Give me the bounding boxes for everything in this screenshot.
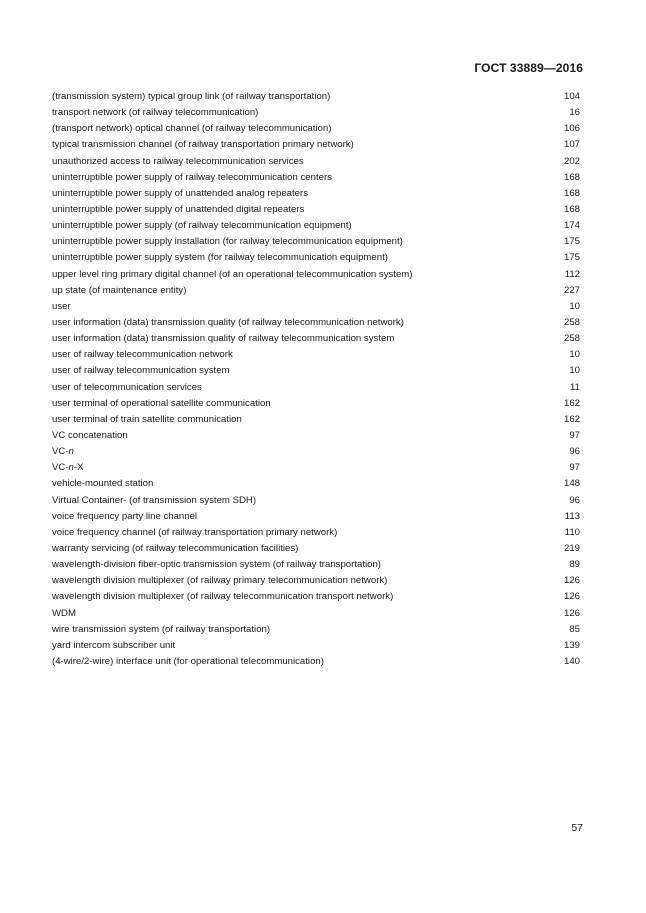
index-term: user of railway telecommunication system — [52, 365, 230, 377]
index-term-suffix: -X — [73, 462, 84, 474]
index-page-ref: 162 — [563, 413, 580, 425]
index-term: user of railway telecommunication network — [52, 349, 233, 361]
index-page-ref: 168 — [563, 203, 580, 215]
index-term-italic: n — [68, 446, 74, 458]
index-term: voice frequency channel (of railway transportation primary network) — [52, 526, 338, 538]
index-term-italic: n — [68, 462, 74, 474]
index-entry — [52, 654, 580, 670]
index-entry — [52, 493, 580, 509]
index-entry — [52, 622, 580, 638]
index-entry — [52, 509, 580, 525]
index-term: typical transmission channel (of railway transportation primary network) — [52, 139, 354, 151]
index-term: Virtual Container- (of transmission system SDH) — [52, 494, 257, 506]
index-page-ref: 10 — [569, 300, 580, 312]
index-page-ref: 219 — [563, 542, 580, 554]
index-page-ref: 148 — [563, 478, 580, 490]
index-term: unauthorized access to railway telecommunication services — [52, 155, 304, 167]
index-term: (transport network) optical channel (of railway telecommunication) — [52, 123, 332, 135]
index-page-ref: 112 — [564, 268, 580, 280]
index-term: user information (data) transmission quality (of railway telecommunication network) — [52, 316, 404, 328]
index-page-ref: 168 — [563, 187, 580, 199]
index-page-ref: 97 — [569, 462, 580, 474]
index-term — [52, 444, 74, 460]
index-page-ref: 175 — [563, 236, 580, 248]
index-entry — [52, 186, 580, 202]
index-entry — [52, 121, 580, 137]
index-page-ref: 227 — [563, 284, 580, 296]
index-term: (4-wire/2-wire) interface unit (for operational telecommunication) — [52, 655, 324, 667]
document-standard-header: ГОСТ 33889—2016 — [474, 61, 583, 75]
index-term — [52, 460, 83, 476]
index-entry — [52, 525, 580, 541]
index-term: wavelength division multiplexer (of railway primary telecommunication network) — [52, 575, 388, 587]
index-term: wavelength-division fiber-optic transmission system (of railway transportation) — [52, 559, 381, 571]
index-page-ref: 10 — [569, 365, 580, 377]
index-entry — [52, 137, 580, 153]
index-term: user terminal of train satellite communication — [52, 413, 242, 425]
index-term: WDM — [52, 607, 76, 619]
index-term: user information (data) transmission quality of railway telecommunication system — [52, 333, 395, 345]
index-entry — [52, 202, 580, 218]
index-page-ref: 89 — [569, 559, 580, 571]
index-term: uninterruptible power supply (of railway telecommunication equipment) — [52, 220, 352, 232]
index-page-ref: 202 — [563, 155, 580, 167]
page-number: 57 — [571, 822, 583, 834]
index-page-ref: 110 — [564, 526, 580, 538]
index-page-ref: 126 — [563, 607, 580, 619]
index-entry — [52, 460, 580, 476]
index-term: user — [52, 300, 71, 312]
index-term: uninterruptible power supply of railway telecommunication centers — [52, 171, 332, 183]
index-entry — [52, 428, 580, 444]
index-page-ref: 113 — [564, 510, 580, 522]
index-entry — [52, 589, 580, 605]
index-term: (transmission system) typical group link (of railway transportation) — [52, 91, 331, 102]
index-page-ref: 10 — [569, 349, 580, 361]
index-entry — [52, 315, 580, 331]
index-page-ref: 107 — [563, 139, 580, 151]
index-term: wire transmission system (of railway transportation) — [52, 623, 271, 635]
index-page-ref: 85 — [569, 623, 580, 635]
index-entry — [52, 541, 580, 557]
index-term: transport network (of railway telecommunication) — [52, 107, 259, 119]
index-entry — [52, 170, 580, 186]
index-term: yard intercom subscriber unit — [52, 639, 176, 651]
index-page-ref: 175 — [563, 252, 580, 264]
index-term: warranty servicing (of railway telecommunication facilities) — [52, 542, 299, 554]
index-term: uninterruptible power supply installation (for railway telecommunication equipment) — [52, 236, 403, 248]
index-entry — [52, 557, 580, 573]
index-page-ref: 96 — [569, 494, 580, 506]
index-entry — [52, 283, 580, 299]
index-entry — [52, 89, 580, 105]
index-page-ref: 11 — [570, 381, 580, 393]
index-entry — [52, 380, 580, 396]
index-page-ref: 174 — [563, 220, 580, 232]
index-page-ref: 106 — [563, 123, 580, 135]
index-term: wavelength division multiplexer (of railway telecommunication transport network) — [52, 591, 394, 603]
index-entry — [52, 363, 580, 379]
index-term: user terminal of operational satellite communication — [52, 397, 271, 409]
index-entry — [52, 234, 580, 250]
index-term: uninterruptible power supply of unattended digital repeaters — [52, 203, 305, 215]
index-page-ref: 139 — [563, 639, 580, 651]
index-page-ref: 104 — [563, 91, 580, 102]
index-page-ref: 96 — [569, 446, 580, 458]
index-term: VC concatenation — [52, 429, 128, 441]
index-entry — [52, 218, 580, 234]
index-term: upper level ring primary digital channel (of an operational telecommunication system) — [52, 268, 413, 280]
index-term: voice frequency party line channel — [52, 510, 198, 522]
index-entry — [52, 476, 580, 492]
index-entry — [52, 347, 580, 363]
index-entry — [52, 638, 580, 654]
index-list — [52, 89, 580, 670]
index-term-prefix: VC- — [52, 462, 69, 474]
index-term: uninterruptible power supply of unattended analog repeaters — [52, 187, 309, 199]
index-page-ref: 126 — [563, 575, 580, 587]
index-term: up state (of maintenance entity) — [52, 284, 187, 296]
index-page-ref: 258 — [563, 316, 580, 328]
index-entry — [52, 396, 580, 412]
index-entry — [52, 105, 580, 121]
index-page-ref: 97 — [569, 429, 580, 441]
index-term: vehicle-mounted station — [52, 478, 154, 490]
index-entry — [52, 299, 580, 315]
index-entry — [52, 573, 580, 589]
index-page-ref: 258 — [563, 333, 580, 345]
index-page-ref: 16 — [569, 107, 580, 119]
index-page-ref: 162 — [563, 397, 580, 409]
index-entry — [52, 444, 580, 460]
index-entry — [52, 154, 580, 170]
index-entry — [52, 412, 580, 428]
index-entry — [52, 331, 580, 347]
index-page-ref: 140 — [563, 655, 580, 667]
index-entry — [52, 250, 580, 266]
index-entry — [52, 606, 580, 622]
index-entry — [52, 267, 580, 283]
index-page-ref: 168 — [563, 171, 580, 183]
index-term-prefix: VC- — [52, 446, 69, 458]
index-page-ref: 126 — [563, 591, 580, 603]
index-term: user of telecommunication services — [52, 381, 202, 393]
index-term: uninterruptible power supply system (for railway telecommunication equipment) — [52, 252, 388, 264]
